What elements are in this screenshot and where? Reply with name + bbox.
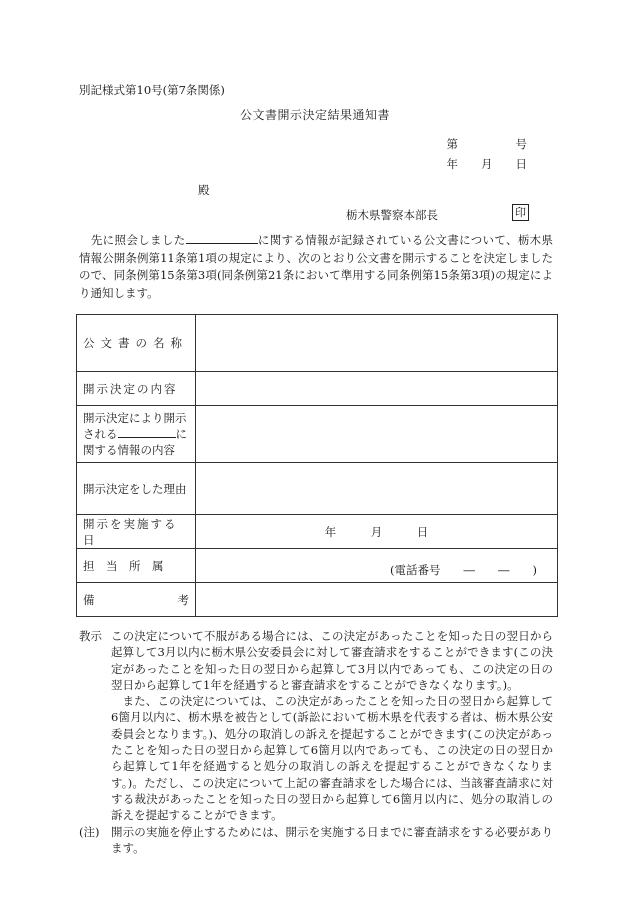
label-info-content-b: に [175, 427, 187, 441]
label-document-name [77, 315, 196, 372]
seal-mark: 印 [512, 204, 529, 221]
label-decision-content [77, 372, 196, 406]
value-document-name [196, 315, 558, 372]
chu-note [79, 824, 553, 857]
table-row [77, 515, 558, 549]
table-row [77, 372, 558, 406]
kyoji-note [79, 628, 553, 824]
subject-blank [186, 232, 258, 244]
table-row [77, 583, 558, 617]
label-department [77, 549, 196, 583]
value-department [196, 549, 558, 583]
label-department-text: 担 当 所 属 [83, 558, 164, 573]
table-row [77, 315, 558, 372]
value-decision-content [196, 372, 558, 406]
info-table [76, 314, 558, 617]
chu-paragraph: 開示の実施を停止するためには、開示を実施する日までに審査請求をする必要があります。 [111, 824, 553, 855]
label-info-content [77, 406, 196, 463]
table-row [77, 406, 558, 463]
value-info-content [196, 406, 558, 463]
label-decision-reason-text: 開示決定をした理由 [83, 481, 187, 496]
value-remarks [196, 583, 558, 617]
value-implementation-date: 年 月 日 [196, 515, 558, 549]
document-number: 第 号 [446, 137, 527, 151]
label-remarks [77, 583, 196, 617]
document-date: 年 月 日 [446, 157, 527, 171]
label-decision-reason [77, 463, 196, 515]
body-paragraph [79, 232, 553, 302]
label-remarks-b: 考 [177, 592, 189, 607]
label-implementation-date-text: 開示を実施する日 [83, 516, 178, 547]
table-row [77, 463, 558, 515]
label-info-content-a: 開示決定により開示される [83, 411, 187, 441]
table-row [77, 549, 558, 583]
sender-name: 栃木県警察本部長 [346, 208, 438, 222]
addressee-suffix: 殿 [198, 183, 210, 197]
label-decision-content-text: 開示決定の内容 [83, 381, 178, 396]
body-text-rest: に関する情報が記録されている公文書について、栃木県情報公開条例第11条第1項の規定により、次のとおり公文書を開示することを決定しましたので、同条例第15条第3項(同条例第21条において準用する同条例第15条第3項)の規定により通知します。 [79, 233, 553, 300]
kyoji-head: 教示 [79, 629, 102, 643]
body-text-start: 先に照会しました [90, 233, 186, 247]
kyoji-paragraph-1: この決定について不服がある場合には、この決定があったことを知った日の翌日から起算して3月以内に栃木県公安委員会に対して審査請求をすることができます(この決定があったことを知った日の翌日から起算して3月以内であっても、この決定の日の翌日から起算して1年を経過すると審査請求をすることができなくなります。)。 [111, 629, 553, 692]
document-title: 公文書開示決定結果通知書 [239, 108, 390, 122]
phone-number: (電話番号 ― ― ) [390, 563, 537, 577]
label-document-name-text: 公文書の名称 [83, 336, 188, 350]
form-reference: 別記様式第10号(第7条関係) [79, 83, 225, 97]
kyoji-paragraph-2: また、この決定については、この決定があったことを知った日の翌日から起算して6箇月以内に、栃木県を被告として(訴訟において栃木県を代表する者は、栃木県公安委員会となります。)、処分の取消しの訴えを提起することができます(この決定があったことを知った日の翌日から起算して6箇月以内であっても、この決定の日の翌日から起算して1年を経過すると処分の取消しの訴えを提起することができなくなります。)。ただし、この決定について上記の審査請求をした場合には、当該審査請求に対する裁決があったことを知った日の翌日から起算して6箇月以内に、処分の取消しの訴えを提起することができます。 [111, 694, 553, 823]
notes-section [79, 628, 553, 856]
value-decision-reason [196, 463, 558, 515]
label-info-content-c: 関する情報の内容 [83, 443, 175, 457]
label-implementation-date [77, 515, 196, 549]
label-remarks-a: 備 [83, 592, 95, 607]
label-info-blank [118, 426, 176, 438]
chu-head: (注) [79, 824, 100, 839]
